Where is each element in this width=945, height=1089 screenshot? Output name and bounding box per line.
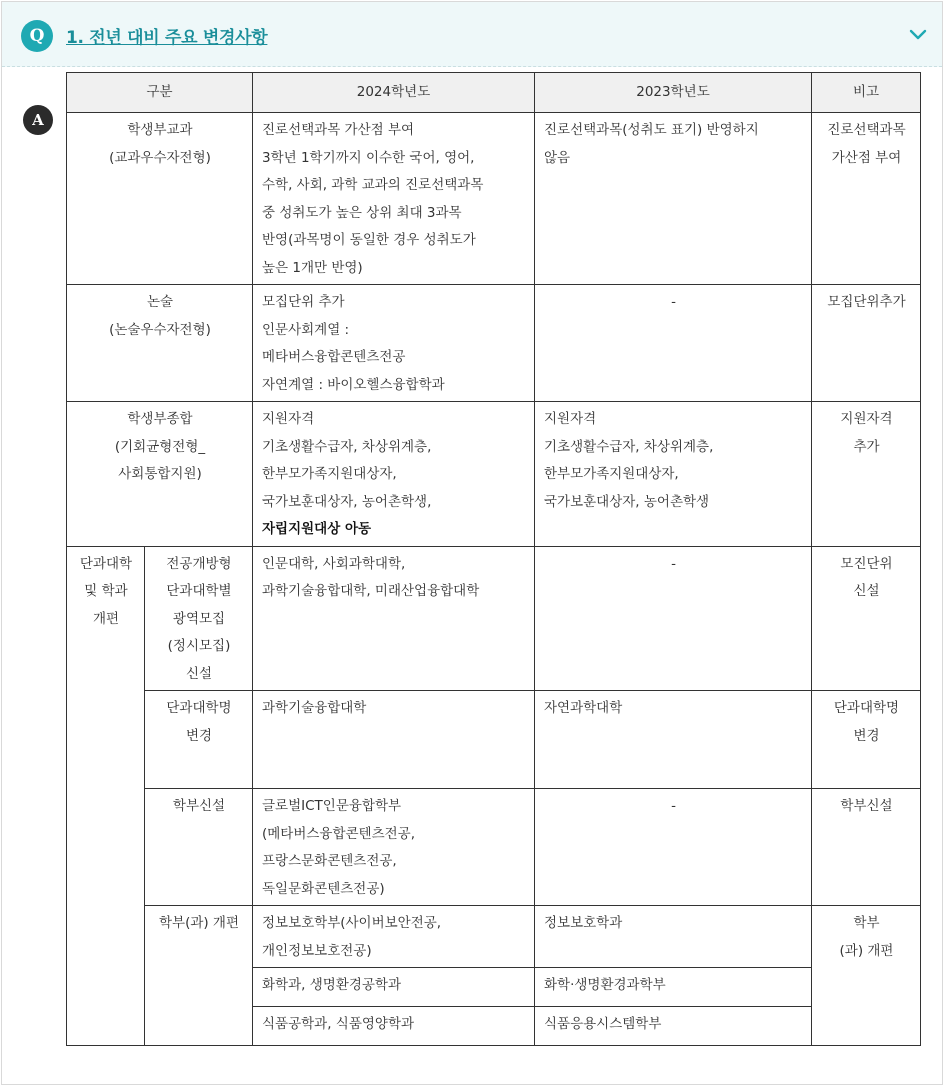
cell-line: 개인정보보호전공)	[262, 942, 372, 959]
cell-2023	[535, 402, 812, 547]
cell-2024: 식품공학과, 식품영양학과	[253, 1007, 535, 1046]
cell-line: 한부모가족지원대상자,	[262, 466, 397, 482]
cell-line: 지원자격	[840, 411, 893, 427]
category-cell	[67, 402, 253, 547]
cell-line: 한부모가족지원대상자,	[544, 466, 679, 482]
cell-line: (정시모집)	[167, 638, 231, 654]
cell-2024	[253, 546, 535, 691]
cell-line: 메타버스융합콘텐츠전공	[262, 349, 406, 365]
cell-line: 진로선택과목(성취도 표기) 반영하지	[544, 122, 759, 138]
table-row	[67, 285, 921, 402]
answer-badge: A	[23, 105, 53, 135]
question-header[interactable]	[2, 2, 942, 67]
cell-line: 정보보호학부(사이버보안전공,	[262, 915, 442, 931]
cell-line: 신설	[853, 583, 880, 599]
cell-line: 수학, 사회, 과학 교과의 진로선택과목	[262, 177, 484, 193]
cell-line: 중 성취도가 높은 상위 최대 3과목	[262, 204, 462, 221]
cell-2023: 정보보호학과	[535, 906, 812, 968]
cell-line: 반영(과목명이 동일한 경우 성취도가	[262, 232, 476, 248]
cell-line: 학생부종합	[127, 411, 193, 427]
cell-line: 변경	[853, 727, 880, 744]
cell-line: 독일문화콘텐츠전공)	[262, 880, 385, 897]
cell-line: 학생부교과	[127, 122, 193, 138]
cell-line: 전공개방형	[166, 555, 232, 572]
cell-line: 단과대학별	[166, 583, 232, 599]
cell-note: 학부신설	[812, 789, 921, 906]
cell-line: 개편	[92, 610, 120, 627]
cell-2024: 화학과, 생명환경공학과	[253, 968, 535, 1007]
cell-line: 않음	[544, 149, 571, 166]
cell-line-emphasis: 자립지원대상 아동	[262, 521, 372, 537]
cell-line: (과) 개편	[839, 942, 894, 959]
cell-note: 모집단위추가	[812, 285, 921, 402]
table-row	[67, 691, 921, 789]
cell-line: 프랑스문화콘텐츠전공,	[262, 853, 397, 869]
cell-line: 변경	[185, 727, 213, 744]
question-title[interactable]: 1. 전년 대비 주요 변경사항	[66, 28, 268, 48]
table-header-row	[67, 73, 921, 113]
cell-line: 단과대학명	[833, 700, 900, 716]
cell-note	[812, 546, 921, 691]
cell-line: 추가	[853, 438, 880, 455]
cell-2024	[253, 789, 535, 906]
cell-line: 모진단위	[840, 555, 893, 572]
subcategory-cell: 학부(과) 개편	[145, 906, 253, 1046]
table-row	[67, 906, 921, 968]
group-label-cell	[67, 546, 145, 1046]
cell-line: 신설	[185, 665, 213, 682]
cell-line: 자연계열 : 바이오헬스융합학과	[262, 376, 445, 393]
cell-line: 국가보훈대상자, 농어촌학생	[544, 493, 710, 510]
cell-line: 가산점 부여	[831, 149, 902, 166]
cell-line: 글로벌ICT인문융합학부	[262, 798, 402, 814]
subcategory-cell	[145, 691, 253, 789]
subcategory-cell: 학부신설	[145, 789, 253, 906]
cell-line: 진로선택과목	[827, 122, 906, 138]
cell-line: 광역모집	[172, 610, 226, 627]
cell-line: (논술우수자전형)	[109, 321, 211, 338]
chevron-down-icon[interactable]	[908, 24, 928, 44]
subcategory-cell	[145, 546, 253, 691]
category-cell	[67, 285, 253, 402]
cell-2024	[253, 402, 535, 547]
header-category: 구분	[67, 73, 253, 113]
table-row	[67, 402, 921, 547]
table-row	[67, 789, 921, 906]
table-row	[67, 113, 921, 285]
cell-2024	[253, 285, 535, 402]
cell-note	[812, 906, 921, 1046]
cell-line: (교과우수자전형)	[109, 149, 211, 166]
cell-2023	[535, 113, 812, 285]
faq-item	[1, 1, 943, 1085]
category-cell	[67, 113, 253, 285]
cell-line: 국가보훈대상자, 농어촌학생,	[262, 493, 432, 510]
cell-line: 인문대학, 사회과학대학,	[262, 555, 406, 572]
cell-2023: 화학·생명환경과학부	[535, 968, 812, 1007]
cell-note	[812, 402, 921, 547]
cell-2023: -	[535, 546, 812, 691]
table-row	[67, 546, 921, 691]
cell-line: 지원자격	[544, 411, 597, 427]
cell-note	[812, 691, 921, 789]
cell-note	[812, 113, 921, 285]
cell-line: 진로선택과목 가산점 부여	[262, 122, 415, 138]
cell-line: 및 학과	[84, 583, 128, 599]
cell-2023: -	[535, 285, 812, 402]
cell-line: 사회통합지원)	[118, 466, 202, 482]
cell-line: 모집단위 추가	[262, 294, 345, 310]
cell-2024: 과학기술융합대학	[253, 691, 535, 789]
cell-line: 단과대학명	[166, 700, 232, 716]
cell-2023: 식품응용시스템학부	[535, 1007, 812, 1046]
header-2023: 2023학년도	[535, 73, 812, 113]
cell-2024	[253, 906, 535, 968]
cell-line: 기초생활수급자, 차상위계층,	[262, 438, 432, 455]
cell-line: 높은 1개만 반영)	[262, 259, 363, 276]
cell-line: 과학기술융합대학, 미래산업융합대학	[262, 583, 480, 599]
changes-table	[66, 72, 921, 1046]
cell-line: 논술	[146, 294, 174, 310]
cell-line: 기초생활수급자, 차상위계층,	[544, 438, 714, 455]
cell-line: 3학년 1학기까지 이수한 국어, 영어,	[262, 149, 475, 166]
cell-line: 지원자격	[262, 411, 315, 427]
cell-line: 단과대학	[79, 555, 133, 572]
cell-line: 학부	[853, 915, 880, 931]
cell-line: (메타버스융합콘텐츠전공,	[262, 825, 416, 842]
cell-2023: 자연과학대학	[535, 691, 812, 789]
cell-2024	[253, 113, 535, 285]
cell-line: (기회균형전형_	[114, 438, 206, 455]
cell-line: 인문사회계열 :	[262, 321, 350, 338]
cell-2023: -	[535, 789, 812, 906]
question-badge: Q	[21, 20, 53, 52]
header-2024: 2024학년도	[253, 73, 535, 113]
header-note: 비고	[812, 73, 921, 113]
